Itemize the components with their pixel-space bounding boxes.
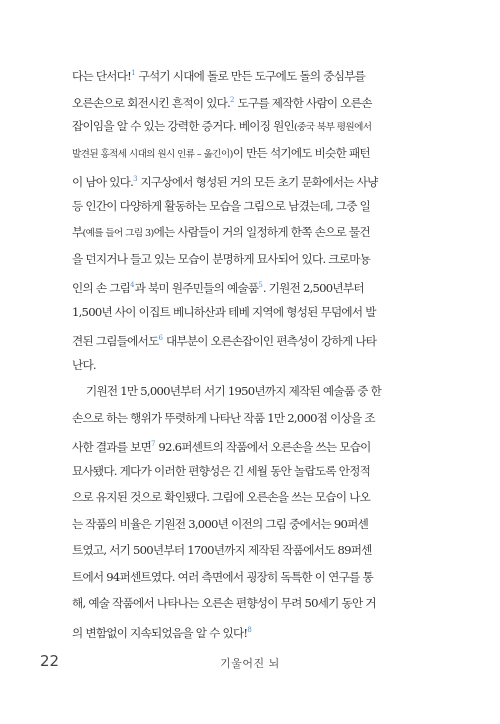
text-line — [72, 590, 428, 617]
text-segment: 도구를 제작한 사람이 오른손 — [234, 95, 372, 110]
text-line — [72, 299, 428, 326]
running-title: 기울어진 뇌 — [220, 657, 280, 670]
footnote-marker: 8 — [247, 625, 252, 634]
text-segment: 오른손으로 회전시킨 흔적이 있다. — [72, 95, 231, 110]
text-line — [72, 511, 428, 538]
text-segment: . 기원전 2,500년부터 — [262, 281, 364, 295]
text-line — [72, 617, 428, 644]
text-segment: 등 인간이 다양하게 활동하는 모습을 그림으로 남겼는데, 그중 일 — [72, 198, 371, 213]
text-line — [72, 405, 428, 432]
text-line — [72, 219, 428, 246]
text-line — [72, 246, 428, 273]
text-segment: 난다. — [72, 357, 96, 372]
text-line — [72, 352, 428, 379]
page-footer — [0, 648, 500, 678]
text-segment: 다는 단서다! — [72, 69, 132, 83]
text-line — [72, 87, 428, 114]
text-segment: 이 남아 있다. — [72, 175, 134, 189]
text-segment: 해, 예술 작품에서 나타나는 오른손 편향성이 무려 50세기 동안 거 — [72, 596, 376, 610]
text-segment: 대부분이 오른손잡이인 편측성이 강하게 나타 — [163, 334, 377, 348]
text-segment: 과 북미 원주민들의 예술품 — [134, 281, 259, 295]
text-segment: 손으로 하는 행위가 뚜렷하게 나타난 작품 1만 2,000점 이상을 조 — [72, 410, 375, 425]
footnote-marker: 3 — [133, 175, 138, 183]
text-segment: 이 만든 석기에도 비슷한 패턴 — [232, 145, 370, 160]
translator-note: (예를 들어 그림 3) — [82, 228, 154, 239]
text-line — [72, 272, 428, 299]
text-segment: 1,500년 사이 이집트 베니하산과 테베 지역에 형성된 무덤에서 발 — [72, 304, 376, 319]
translator-note: 발견된 홍적세 시대의 원시 인류 – 옮긴이) — [72, 148, 233, 160]
text-line — [72, 140, 428, 167]
text-segment: 사한 결과를 보면 — [72, 440, 152, 454]
footnote-marker: 4 — [130, 281, 135, 289]
text-segment: 인의 손 그림 — [72, 281, 131, 295]
text-segment: 견된 그림들에서도 — [72, 334, 159, 348]
text-line — [72, 564, 428, 591]
footnote-marker: 5 — [258, 281, 263, 289]
text-line — [72, 431, 428, 458]
text-line — [72, 60, 428, 87]
text-line — [72, 537, 428, 564]
translator-note: (중국 북부 평원에서 — [294, 122, 372, 133]
text-line — [72, 484, 428, 511]
text-segment: 을 던지거나 들고 있는 모습이 분명하게 묘사되어 있다. 크로마뇽 — [72, 251, 371, 266]
text-segment: 지구상에서 형성된 거의 모든 초기 문화에서는 사냥 — [137, 175, 378, 189]
text-segment: 92.6퍼센트의 작품에서 오른손을 쓰는 모습이 — [155, 440, 371, 454]
text-line — [72, 378, 428, 405]
text-segment: 으로 유지된 것으로 확인됐다. 그림에 오른손을 쓰는 모습이 나오 — [72, 490, 371, 504]
text-segment: 의 변함없이 지속되었음을 알 수 있다! — [72, 625, 248, 640]
text-segment: 는 작품의 비율은 기원전 3,000년 이전의 그림 중에서는 90퍼센 — [72, 516, 369, 531]
footnote-marker: 1 — [131, 69, 136, 77]
body-text — [72, 60, 428, 643]
text-line — [72, 193, 428, 220]
text-line — [72, 166, 428, 193]
footnote-marker: 6 — [158, 334, 164, 342]
text-segment: 에는 사람들이 거의 일정하게 한쪽 손으로 물건 — [153, 225, 370, 239]
footnote-marker: 2 — [230, 95, 235, 104]
text-line — [72, 325, 428, 352]
text-line — [72, 458, 428, 485]
text-segment: 구석기 시대에 돌로 만든 도구에도 돌의 중심부를 — [135, 69, 366, 83]
text-segment: 묘사됐다. 게다가 이러한 편향성은 긴 세월 동안 놀랍도록 안정적 — [72, 463, 371, 478]
footnote-marker: 7 — [151, 440, 156, 448]
text-segment: 부 — [72, 225, 83, 239]
page-number: 22 — [40, 652, 60, 670]
text-segment: 트였고, 서기 500년부터 1700년까지 제작된 작품에서도 89퍼센 — [72, 543, 372, 557]
text-line — [72, 113, 428, 140]
text-segment: 트에서 94퍼센트였다. 여러 측면에서 굉장히 독특한 이 연구를 통 — [72, 569, 373, 584]
text-segment: 잡이임을 알 수 있는 강력한 증거다. 베이징 원인 — [72, 119, 295, 133]
text-segment: 기원전 1만 5,000년부터 서기 1950년까지 제작된 예술품 중 한 — [86, 384, 382, 398]
